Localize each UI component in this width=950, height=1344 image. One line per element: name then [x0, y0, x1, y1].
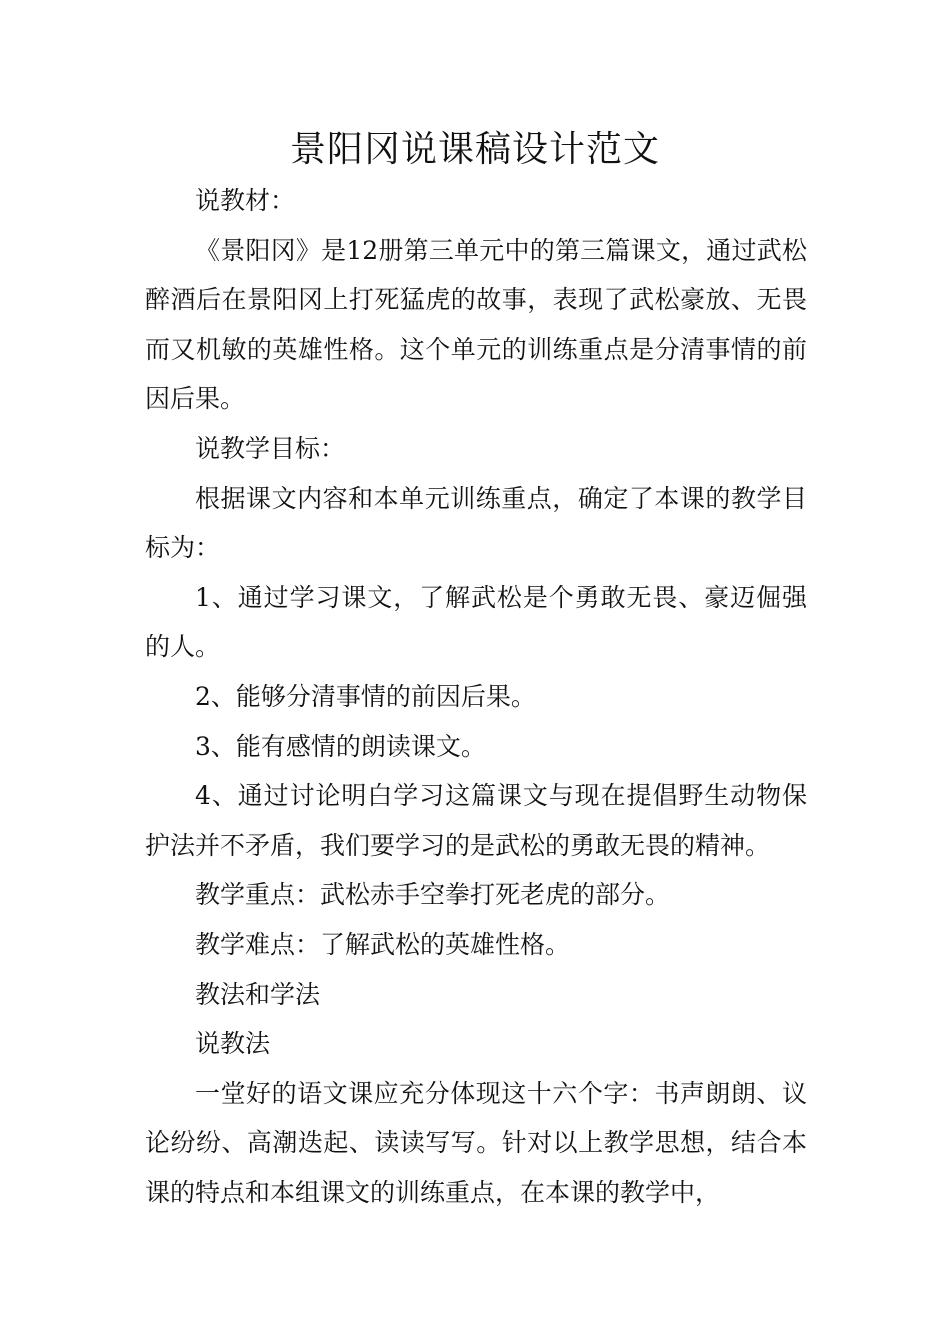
- section-heading-teaching-method: 说教法: [195, 1029, 271, 1059]
- document-body: [145, 176, 807, 1217]
- paragraph-goals-intro: 根据课文内容和本单元训练重点，确定了本课的教学目标为：: [145, 483, 807, 563]
- teaching-difficulty: 教学难点：了解武松的英雄性格。: [195, 929, 571, 959]
- goal-item-3: 3、能有感情的朗读课文。: [195, 731, 486, 761]
- teaching-key-point: 教学重点：武松赤手空拳打死老虎的部分。: [195, 880, 671, 910]
- goal-item-2: 2、能够分清事情的前因后果。: [195, 681, 536, 711]
- section-heading-methods: 教法和学法: [195, 979, 321, 1009]
- section-heading-goals: 说教学目标：: [195, 433, 346, 463]
- goal-item-1: 1、通过学习课文，了解武松是个勇敢无畏、豪迈倔强的人。: [145, 582, 807, 662]
- section-heading-textbook: 说教材：: [195, 186, 296, 215]
- document-title: 景阳冈说课稿设计范文: [289, 129, 660, 170]
- paragraph-textbook-intro: 《景阳冈》是12册第三单元中的第三篇课文，通过武松醉酒后在景阳冈上打死猛虎的故事，表现了武松豪放、无畏而又机敏的英雄性格。这个单元的训练重点是分清事情的前因后果。: [145, 235, 807, 414]
- paragraph-teaching-method: 一堂好的语文课应充分体现这十六个字：书声朗朗、议论纷纷、高潮迭起、读读写写。针对以上教学思想，结合本课的特点和本组课文的训练重点，在本课的教学中，: [145, 1078, 807, 1207]
- goal-item-4: 4、通过讨论明白学习这篇课文与现在提倡野生动物保护法并不矛盾，我们要学习的是武松的勇敢无畏的精神。: [145, 781, 807, 860]
